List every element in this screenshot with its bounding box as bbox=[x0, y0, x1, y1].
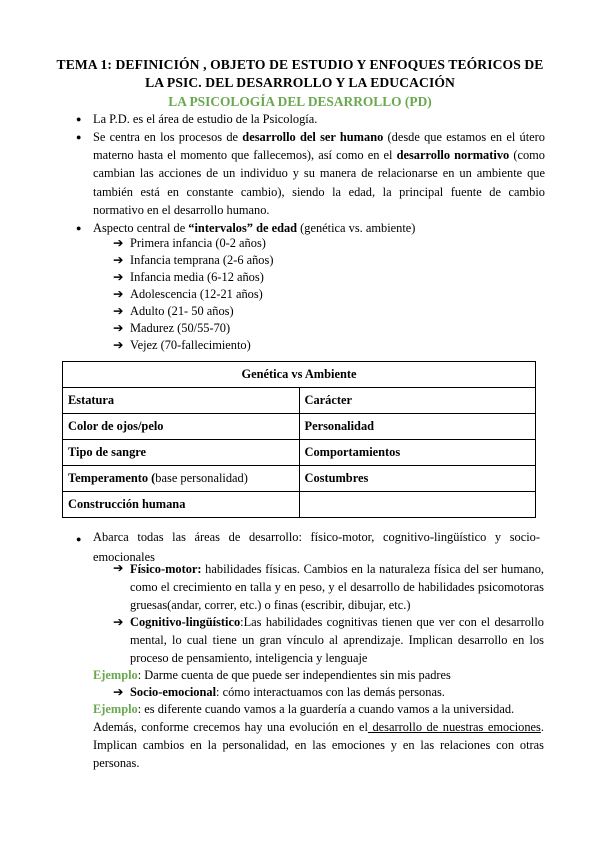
genetica-ambiente-table bbox=[62, 361, 536, 518]
table-row bbox=[63, 440, 536, 466]
arrow-right-icon: ➔ bbox=[113, 685, 124, 699]
arrow-right-icon: ➔ bbox=[113, 304, 124, 318]
arrow-right-icon: ➔ bbox=[113, 561, 124, 575]
table-row bbox=[63, 388, 536, 414]
table-cell-genetica: Tipo de sangre bbox=[63, 440, 300, 466]
arrow-right-icon: ➔ bbox=[113, 338, 124, 352]
document-title bbox=[40, 56, 560, 92]
table-cell-genetica: Estatura bbox=[63, 388, 300, 414]
table-cell-ambiente: Comportamientos bbox=[299, 440, 536, 466]
bullet-dot-icon: ● bbox=[76, 534, 82, 544]
table-header: Genética vs Ambiente bbox=[63, 362, 536, 388]
title-line-2: LA PSIC. DEL DESARROLLO Y LA EDUCACIÓN bbox=[145, 75, 455, 90]
table-header-row bbox=[63, 362, 536, 388]
table-cell-genetica: Construcción humana bbox=[63, 492, 300, 518]
table-row bbox=[63, 466, 536, 492]
stage-item: ➔ Adolescencia (12-21 años) bbox=[113, 287, 263, 301]
bullet-dot-icon: ● bbox=[76, 223, 82, 233]
stage-item: ➔ Adulto (21- 50 años) bbox=[113, 304, 234, 318]
areas-intro-text: Abarca todas las áreas de desarrollo: físico-motor, cognitivo-lingüístico y socio-emocionales bbox=[93, 530, 540, 564]
arrow-right-icon: ➔ bbox=[113, 615, 124, 629]
ejemplo-2-text: Ejemplo: es diferente cuando vamos a la guardería a cuando vamos a la universidad. bbox=[93, 702, 515, 716]
arrow-right-icon: ➔ bbox=[113, 253, 124, 267]
bullet-dot-icon: ● bbox=[76, 114, 82, 124]
table-row bbox=[63, 492, 536, 518]
arrow-right-icon: ➔ bbox=[113, 287, 124, 301]
arrow-right-icon: ➔ bbox=[113, 321, 124, 335]
bullet-1-text: La P.D. es el área de estudio de la Psicología. bbox=[93, 112, 318, 126]
stage-item: ➔ Vejez (70-fallecimiento) bbox=[113, 338, 251, 352]
table-cell-ambiente: Carácter bbox=[299, 388, 536, 414]
arrow-right-icon: ➔ bbox=[113, 236, 124, 250]
table-cell-ambiente bbox=[299, 492, 536, 518]
table-cell-ambiente: Costumbres bbox=[299, 466, 536, 492]
socio-emocional-item: ➔ Socio-emocional: cómo interactuamos con las demás personas. bbox=[113, 685, 445, 699]
table-cell-genetica: Color de ojos/pelo bbox=[63, 414, 300, 440]
stage-item: ➔ Infancia temprana (2-6 años) bbox=[113, 253, 274, 267]
title-line-1: TEMA 1: DEFINICIÓN , OBJETO DE ESTUDIO Y ENFOQUES TEÓRICOS DE bbox=[56, 57, 544, 72]
section-subtitle: LA PSICOLOGÍA DEL DESARROLLO (PD) bbox=[168, 94, 432, 109]
bullet-dot-icon: ● bbox=[76, 132, 82, 142]
table-row bbox=[63, 414, 536, 440]
table-cell-genetica: Temperamento (base personalidad) bbox=[63, 466, 300, 492]
bullet-2-text: Se centra en los procesos de desarrollo del ser humano (desde que estamos en el útero materno hasta el momento que fallecemos), así como en el desarrollo normativo (como cambian las acciones de un individuo y su manera de relacionarse en un ambiente que también está en constante cambio), siendo la edad, la principal fuente de cambio normativo en el desarrollo humano. bbox=[93, 130, 545, 217]
stage-item: ➔ Madurez (50/55-70) bbox=[113, 321, 231, 335]
arrow-right-icon: ➔ bbox=[113, 270, 124, 284]
cognitivo-linguistico-text: Cognitivo-lingüístico:Las habilidades cognitivas tienen que ver con el desarrollo mental, lo cual tiene un gran vínculo al aprendizaje. Implican desarrollo en los proceso de pensamiento, inteligencia y lenguaje bbox=[130, 615, 544, 665]
stage-item: ➔ Primera infancia (0-2 años) bbox=[113, 236, 266, 250]
stage-item: ➔ Infancia media (6-12 años) bbox=[113, 270, 264, 284]
bullet-3-text: Aspecto central de “intervalos” de edad (genética vs. ambiente) bbox=[93, 221, 416, 235]
fisico-motor-text: Físico-motor: habilidades físicas. Cambios en la naturaleza física del ser humano, como el crecimiento en talla y en peso, y el desarrollo de habilidades psicomotoras gruesas(andar, correr, etc.) o finas (escribir, dibujar, etc.) bbox=[130, 562, 544, 612]
ejemplo-1-text: Ejemplo: Darme cuenta de que puede ser independientes sin mis padres bbox=[93, 668, 451, 682]
ademas-paragraph: Además, conforme crecemos hay una evolución en el desarrollo de nuestras emociones. Implican cambios en la personalidad, en las emociones y en las relaciones con otras personas. bbox=[93, 720, 544, 770]
table-cell-ambiente: Personalidad bbox=[299, 414, 536, 440]
